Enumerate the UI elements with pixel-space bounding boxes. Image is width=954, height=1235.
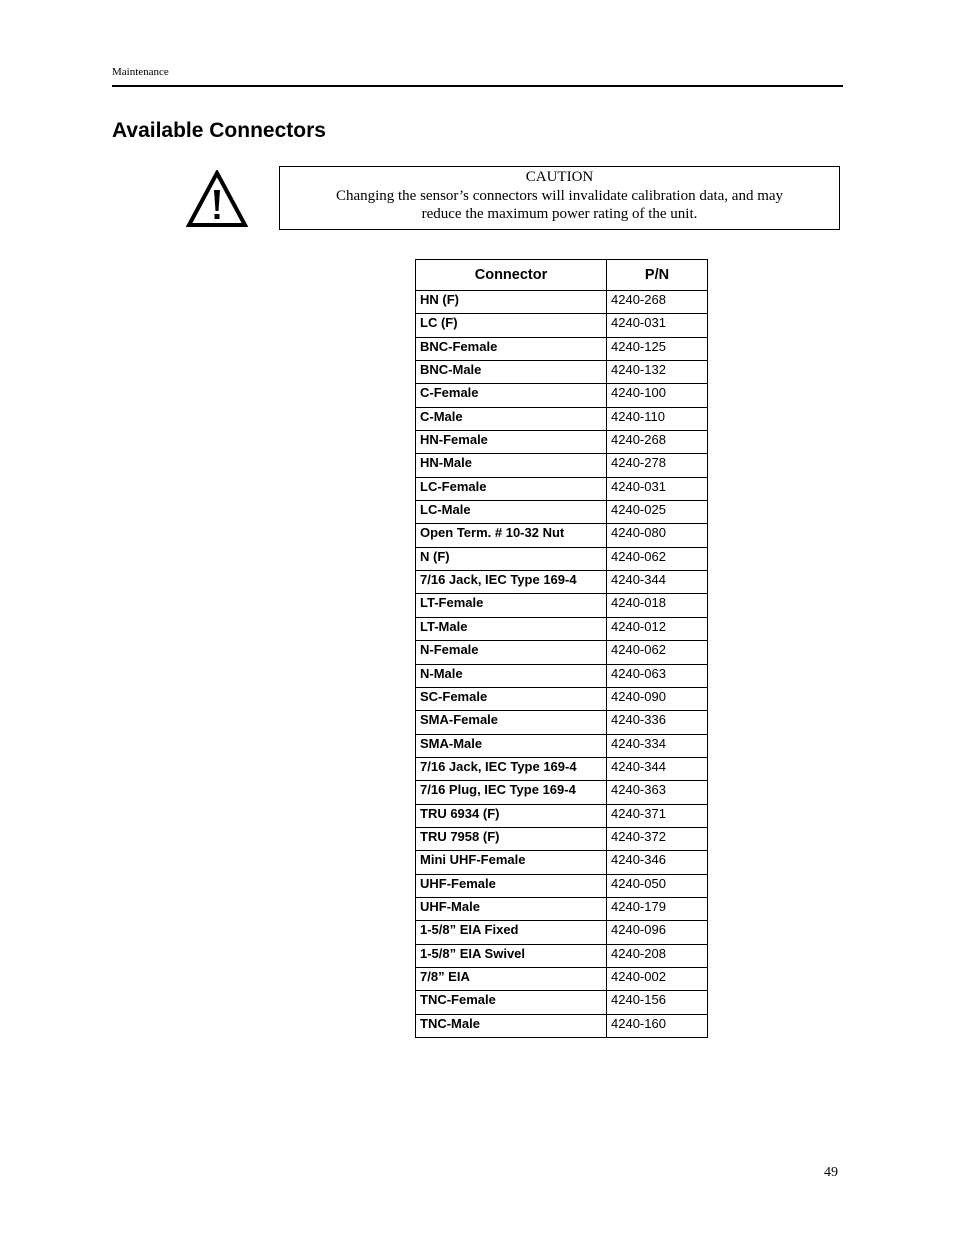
table-row (416, 641, 708, 664)
part-number-cell: 4240-090 (607, 687, 708, 710)
part-number-cell: 4240-110 (607, 407, 708, 430)
part-number-cell: 4240-031 (607, 477, 708, 500)
connector-name-cell: SC-Female (416, 687, 607, 710)
table-row (416, 781, 708, 804)
table-row (416, 851, 708, 874)
part-number-cell: 4240-025 (607, 501, 708, 524)
table-row (416, 827, 708, 850)
part-number-cell: 4240-344 (607, 571, 708, 594)
caution-text-line-1: Changing the sensor’s connectors will invalidate calibration data, and may (335, 187, 784, 204)
connector-name-cell: 7/16 Jack, IEC Type 169-4 (416, 571, 607, 594)
connector-name-cell: 7/16 Plug, IEC Type 169-4 (416, 781, 607, 804)
table-row (416, 524, 708, 547)
part-number-cell: 4240-031 (607, 314, 708, 337)
table-row (416, 921, 708, 944)
part-number-cell: 4240-132 (607, 361, 708, 384)
table-row (416, 991, 708, 1014)
table-row (416, 734, 708, 757)
page-number: 49 (824, 1165, 838, 1180)
table-row (416, 431, 708, 454)
connector-name-cell: BNC-Female (416, 337, 607, 360)
part-number-cell: 4240-346 (607, 851, 708, 874)
table-row (416, 617, 708, 640)
table-row (416, 501, 708, 524)
part-number-cell: 4240-268 (607, 291, 708, 314)
part-number-cell: 4240-125 (607, 337, 708, 360)
connector-name-cell: LC-Male (416, 501, 607, 524)
part-number-cell: 4240-018 (607, 594, 708, 617)
part-number-cell: 4240-208 (607, 944, 708, 967)
table-row (416, 874, 708, 897)
table-header-row (416, 260, 708, 291)
table-row (416, 1014, 708, 1037)
table-row (416, 407, 708, 430)
part-number-cell: 4240-012 (607, 617, 708, 640)
connector-name-cell: 7/16 Jack, IEC Type 169-4 (416, 757, 607, 780)
part-number-cell: 4240-160 (607, 1014, 708, 1037)
connector-name-cell: 7/8” EIA (416, 967, 607, 990)
connector-name-cell: HN-Male (416, 454, 607, 477)
connector-name-cell: 1-5/8” EIA Swivel (416, 944, 607, 967)
part-number-cell: 4240-336 (607, 711, 708, 734)
connector-name-cell: Open Term. # 10-32 Nut (416, 524, 607, 547)
connector-name-cell: C-Male (416, 407, 607, 430)
part-number-cell: 4240-002 (607, 967, 708, 990)
connector-name-cell: N-Male (416, 664, 607, 687)
part-number-cell: 4240-344 (607, 757, 708, 780)
connector-name-cell: TRU 7958 (F) (416, 827, 607, 850)
table-row (416, 477, 708, 500)
warning-icon (186, 170, 248, 228)
table-row (416, 454, 708, 477)
connector-rows (416, 291, 708, 1038)
table-row (416, 967, 708, 990)
connector-name-cell: LT-Female (416, 594, 607, 617)
part-number-cell: 4240-096 (607, 921, 708, 944)
connector-name-cell: N-Female (416, 641, 607, 664)
part-number-cell: 4240-371 (607, 804, 708, 827)
caution-text-line-2: reduce the maximum power rating of the unit. (421, 206, 698, 222)
connector-name-cell: LT-Male (416, 617, 607, 640)
table-row (416, 664, 708, 687)
connector-name-cell: LC (F) (416, 314, 607, 337)
connector-name-cell: UHF-Female (416, 874, 607, 897)
part-number-cell: 4240-156 (607, 991, 708, 1014)
caution-box (279, 166, 840, 230)
table-row (416, 571, 708, 594)
part-number-cell: 4240-179 (607, 897, 708, 920)
table-row (416, 361, 708, 384)
part-number-cell: 4240-100 (607, 384, 708, 407)
header-rule (112, 85, 843, 87)
connector-name-cell: LC-Female (416, 477, 607, 500)
part-number-cell: 4240-363 (607, 781, 708, 804)
section-title: Available Connectors (112, 119, 326, 142)
column-header-pn: P/N (607, 260, 708, 291)
caution-heading: CAUTION (525, 169, 594, 185)
connector-name-cell: HN-Female (416, 431, 607, 454)
part-number-cell: 4240-080 (607, 524, 708, 547)
connector-name-cell: C-Female (416, 384, 607, 407)
part-number-cell: 4240-278 (607, 454, 708, 477)
connector-name-cell: TNC-Female (416, 991, 607, 1014)
table-row (416, 314, 708, 337)
table-row (416, 711, 708, 734)
table-row (416, 291, 708, 314)
connector-name-cell: N (F) (416, 547, 607, 570)
connector-table (415, 259, 708, 1038)
table-row (416, 384, 708, 407)
connector-name-cell: TRU 6934 (F) (416, 804, 607, 827)
connector-name-cell: Mini UHF-Female (416, 851, 607, 874)
connector-name-cell: HN (F) (416, 291, 607, 314)
connector-name-cell: TNC-Male (416, 1014, 607, 1037)
part-number-cell: 4240-372 (607, 827, 708, 850)
connector-name-cell: 1-5/8” EIA Fixed (416, 921, 607, 944)
part-number-cell: 4240-062 (607, 641, 708, 664)
table-row (416, 897, 708, 920)
connector-name-cell: SMA-Female (416, 711, 607, 734)
connector-name-cell: SMA-Male (416, 734, 607, 757)
running-header: Maintenance (112, 66, 169, 78)
table-row (416, 594, 708, 617)
part-number-cell: 4240-050 (607, 874, 708, 897)
connector-name-cell: BNC-Male (416, 361, 607, 384)
column-header-connector: Connector (416, 260, 607, 291)
table-row (416, 337, 708, 360)
part-number-cell: 4240-334 (607, 734, 708, 757)
part-number-cell: 4240-063 (607, 664, 708, 687)
part-number-cell: 4240-062 (607, 547, 708, 570)
table-row (416, 547, 708, 570)
table-row (416, 804, 708, 827)
table-row (416, 757, 708, 780)
table-row (416, 687, 708, 710)
connector-name-cell: UHF-Male (416, 897, 607, 920)
part-number-cell: 4240-268 (607, 431, 708, 454)
table-row (416, 944, 708, 967)
